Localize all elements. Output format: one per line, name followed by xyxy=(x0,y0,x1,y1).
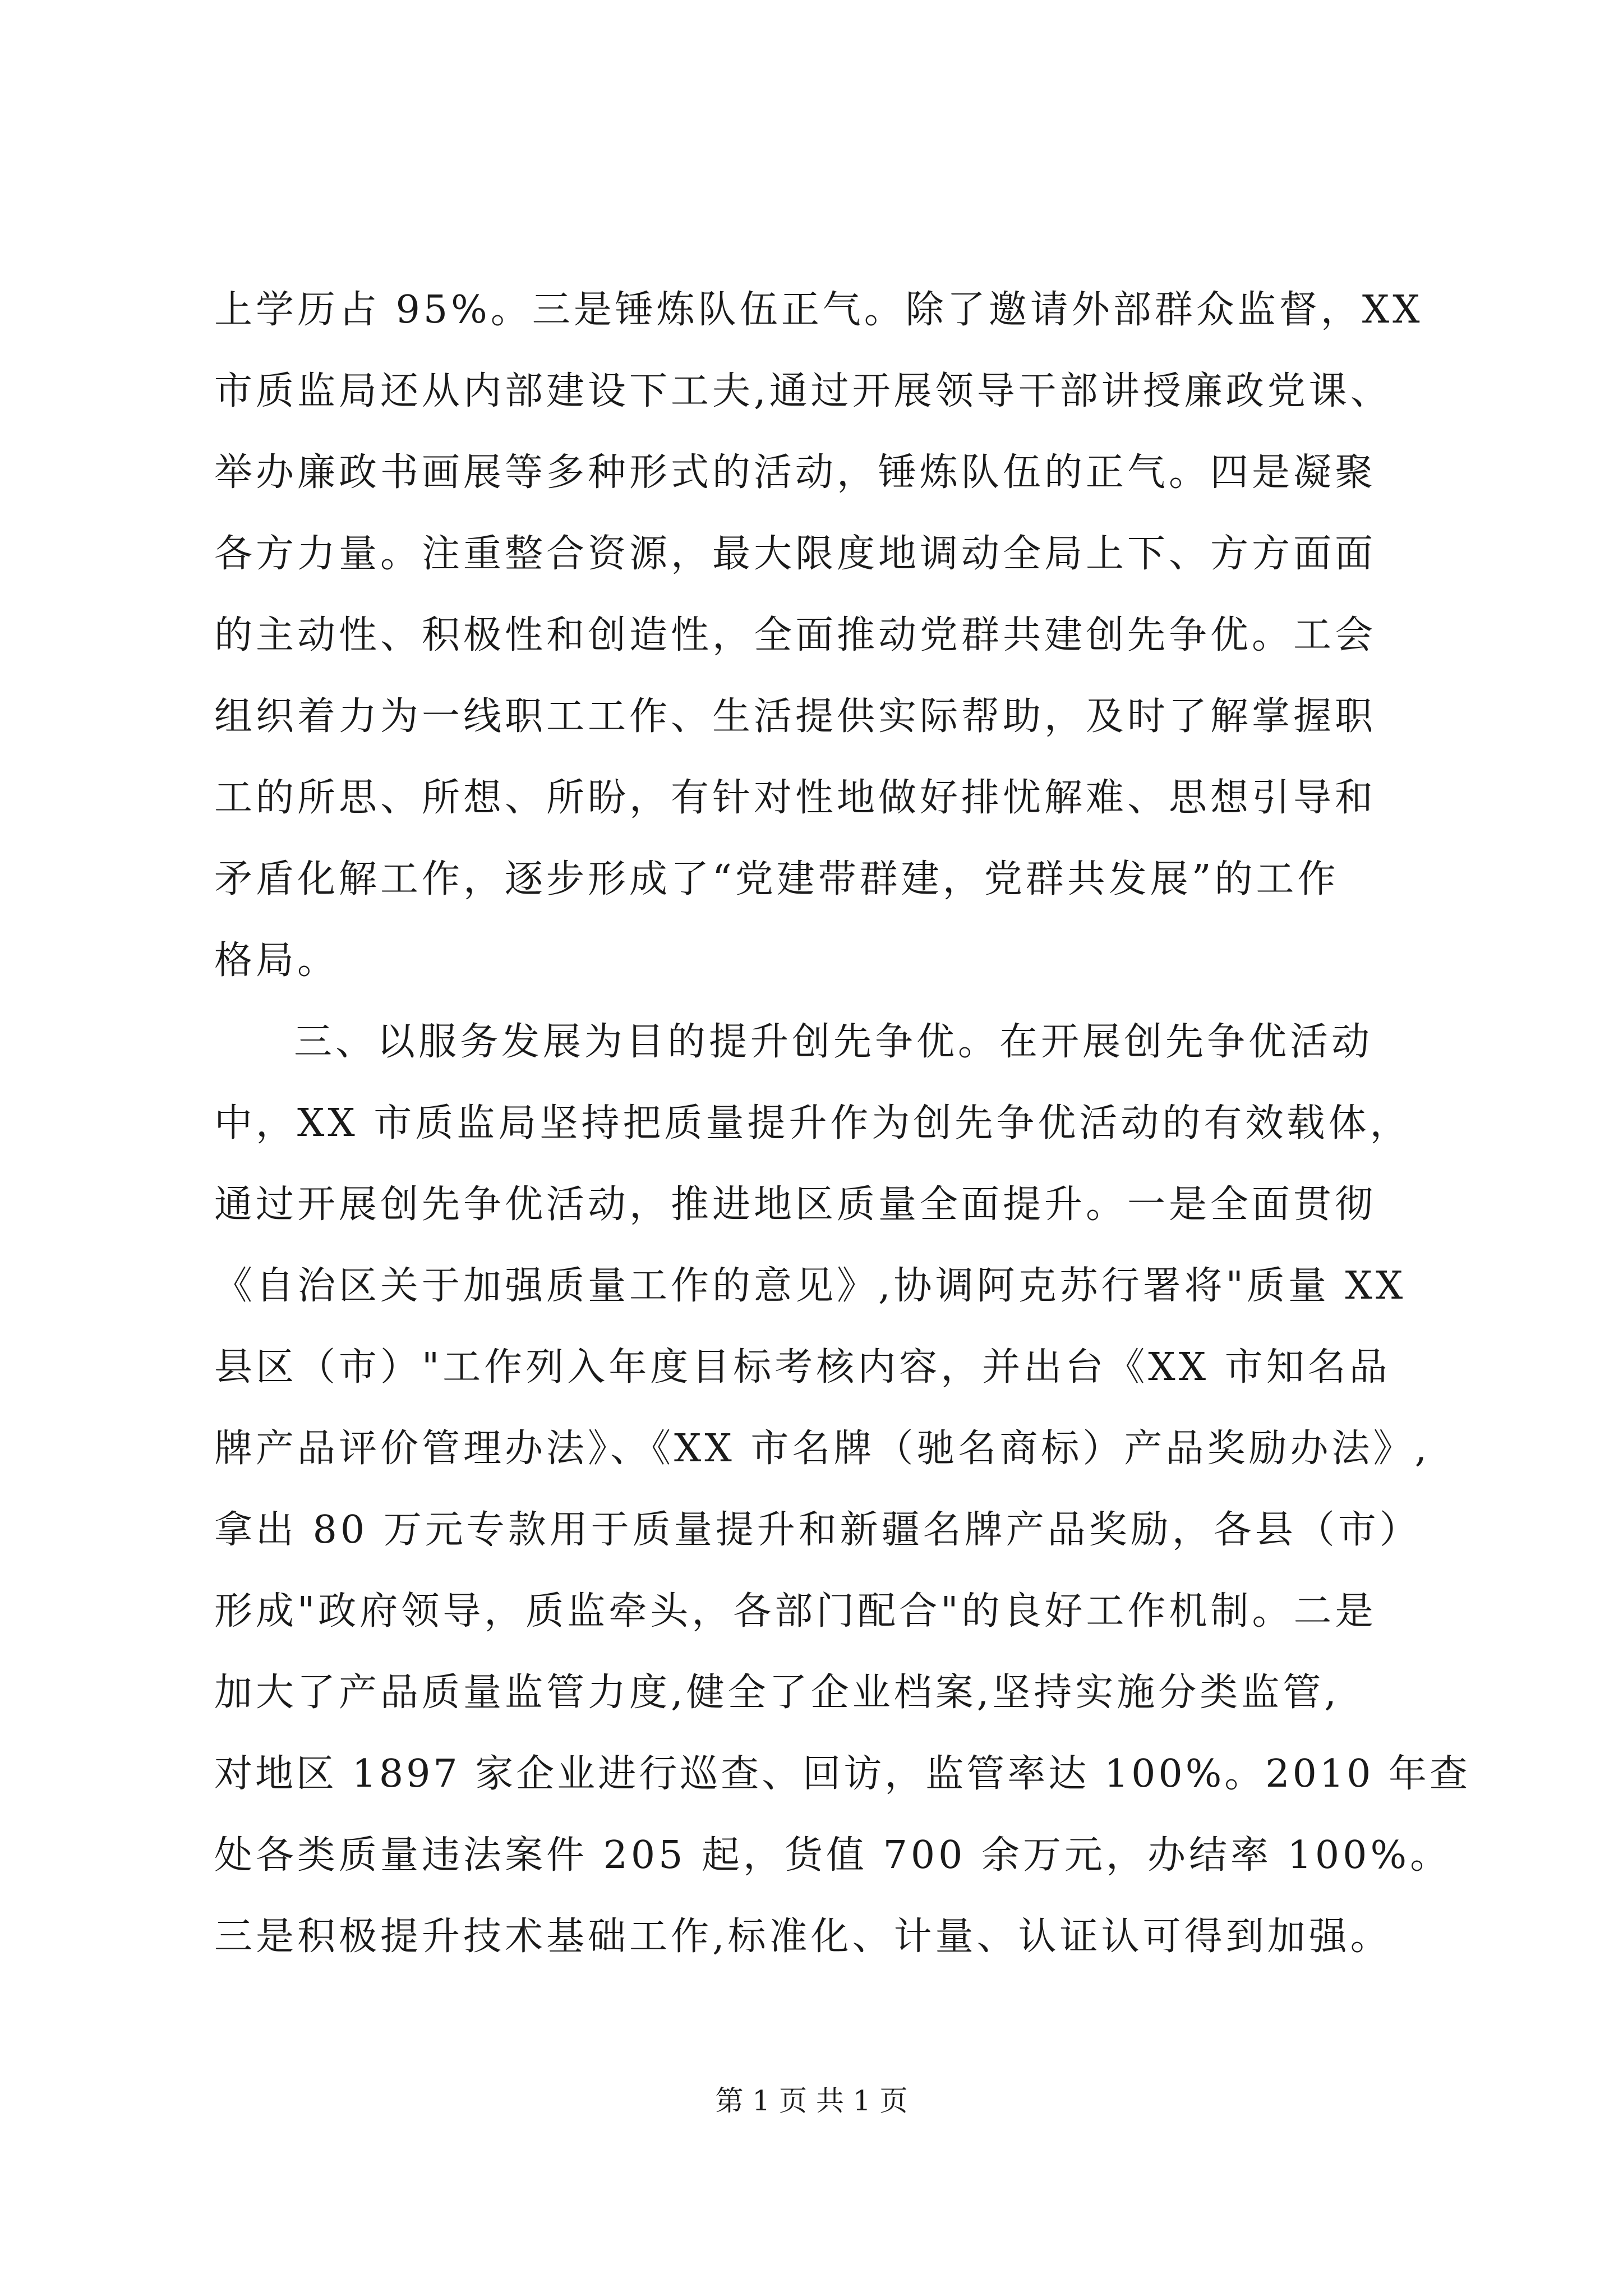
text-line: 加大了产品质量监管力度,健全了企业档案,坚持实施分类监管, xyxy=(214,1671,1340,1715)
text-line: 形成"政府领导，质监牵头，各部门配合"的良好工作机制。二是 xyxy=(214,1589,1377,1634)
page-number-footer: 第 1 页 共 1 页 xyxy=(715,2085,908,2117)
body-text xyxy=(214,269,1470,1977)
text-line: 通过开展创先争优活动，推进地区质量全面提升。一是全面贯彻 xyxy=(214,1182,1377,1227)
text-line: 对地区 1897 家企业进行巡查、回访，监管率达 100%。2010 年查 xyxy=(214,1752,1470,1796)
text-line: 拿出 80 万元专款用于质量提升和新疆名牌产品奖励，各县（市） xyxy=(214,1508,1421,1552)
text-line: 上学历占 95%。三是锤炼队伍正气。除了邀请外部群众监督，XX xyxy=(214,288,1423,332)
text-line: 举办廉政书画展等多种形式的活动，锤炼队伍的正气。四是凝聚 xyxy=(214,450,1377,495)
text-line: 中，XX 市质监局坚持把质量提升作为创先争优活动的有效载体， xyxy=(214,1101,1412,1145)
text-line: 工的所思、所想、所盼，有针对性地做好排忧解难、思想引导和 xyxy=(214,776,1377,820)
text-line: 市质监局还从内部建设下工夫,通过开展领导干部讲授廉政党课、 xyxy=(214,369,1392,413)
text-line: 三是积极提升技术基础工作,标准化、计量、认证认可得到加强。 xyxy=(214,1915,1392,1959)
text-line: 处各类质量违法案件 205 起，货值 700 余万元，办结率 100%。 xyxy=(214,1833,1452,1878)
text-line: 各方力量。注重整合资源，最大限度地调动全局上下、方方面面 xyxy=(214,532,1377,576)
text-line: 的主动性、积极性和创造性，全面推动党群共建创先争优。工会 xyxy=(214,613,1377,657)
text-line: 格局。 xyxy=(214,938,339,983)
text-line: 县区（市）"工作列入年度目标考核内容，并出台《XX 市知名品 xyxy=(214,1345,1391,1389)
text-line: 组织着力为一线职工工作、生活提供实际帮助，及时了解掌握职 xyxy=(214,694,1377,739)
paragraph-first-line: 三、以服务发展为目的提升创先争优。在开展创先争优活动 xyxy=(294,1020,1373,1064)
text-line: 牌产品评价管理办法》、《XX 市名牌（驰名商标）产品奖励办法》, xyxy=(214,1427,1431,1471)
text-line: 《自治区关于加强质量工作的意见》,协调阿克苏行署将"质量 XX xyxy=(214,1264,1407,1308)
text-line: 矛盾化解工作，逐步形成了“党建带群建，党群共发展”的工作 xyxy=(214,857,1339,901)
